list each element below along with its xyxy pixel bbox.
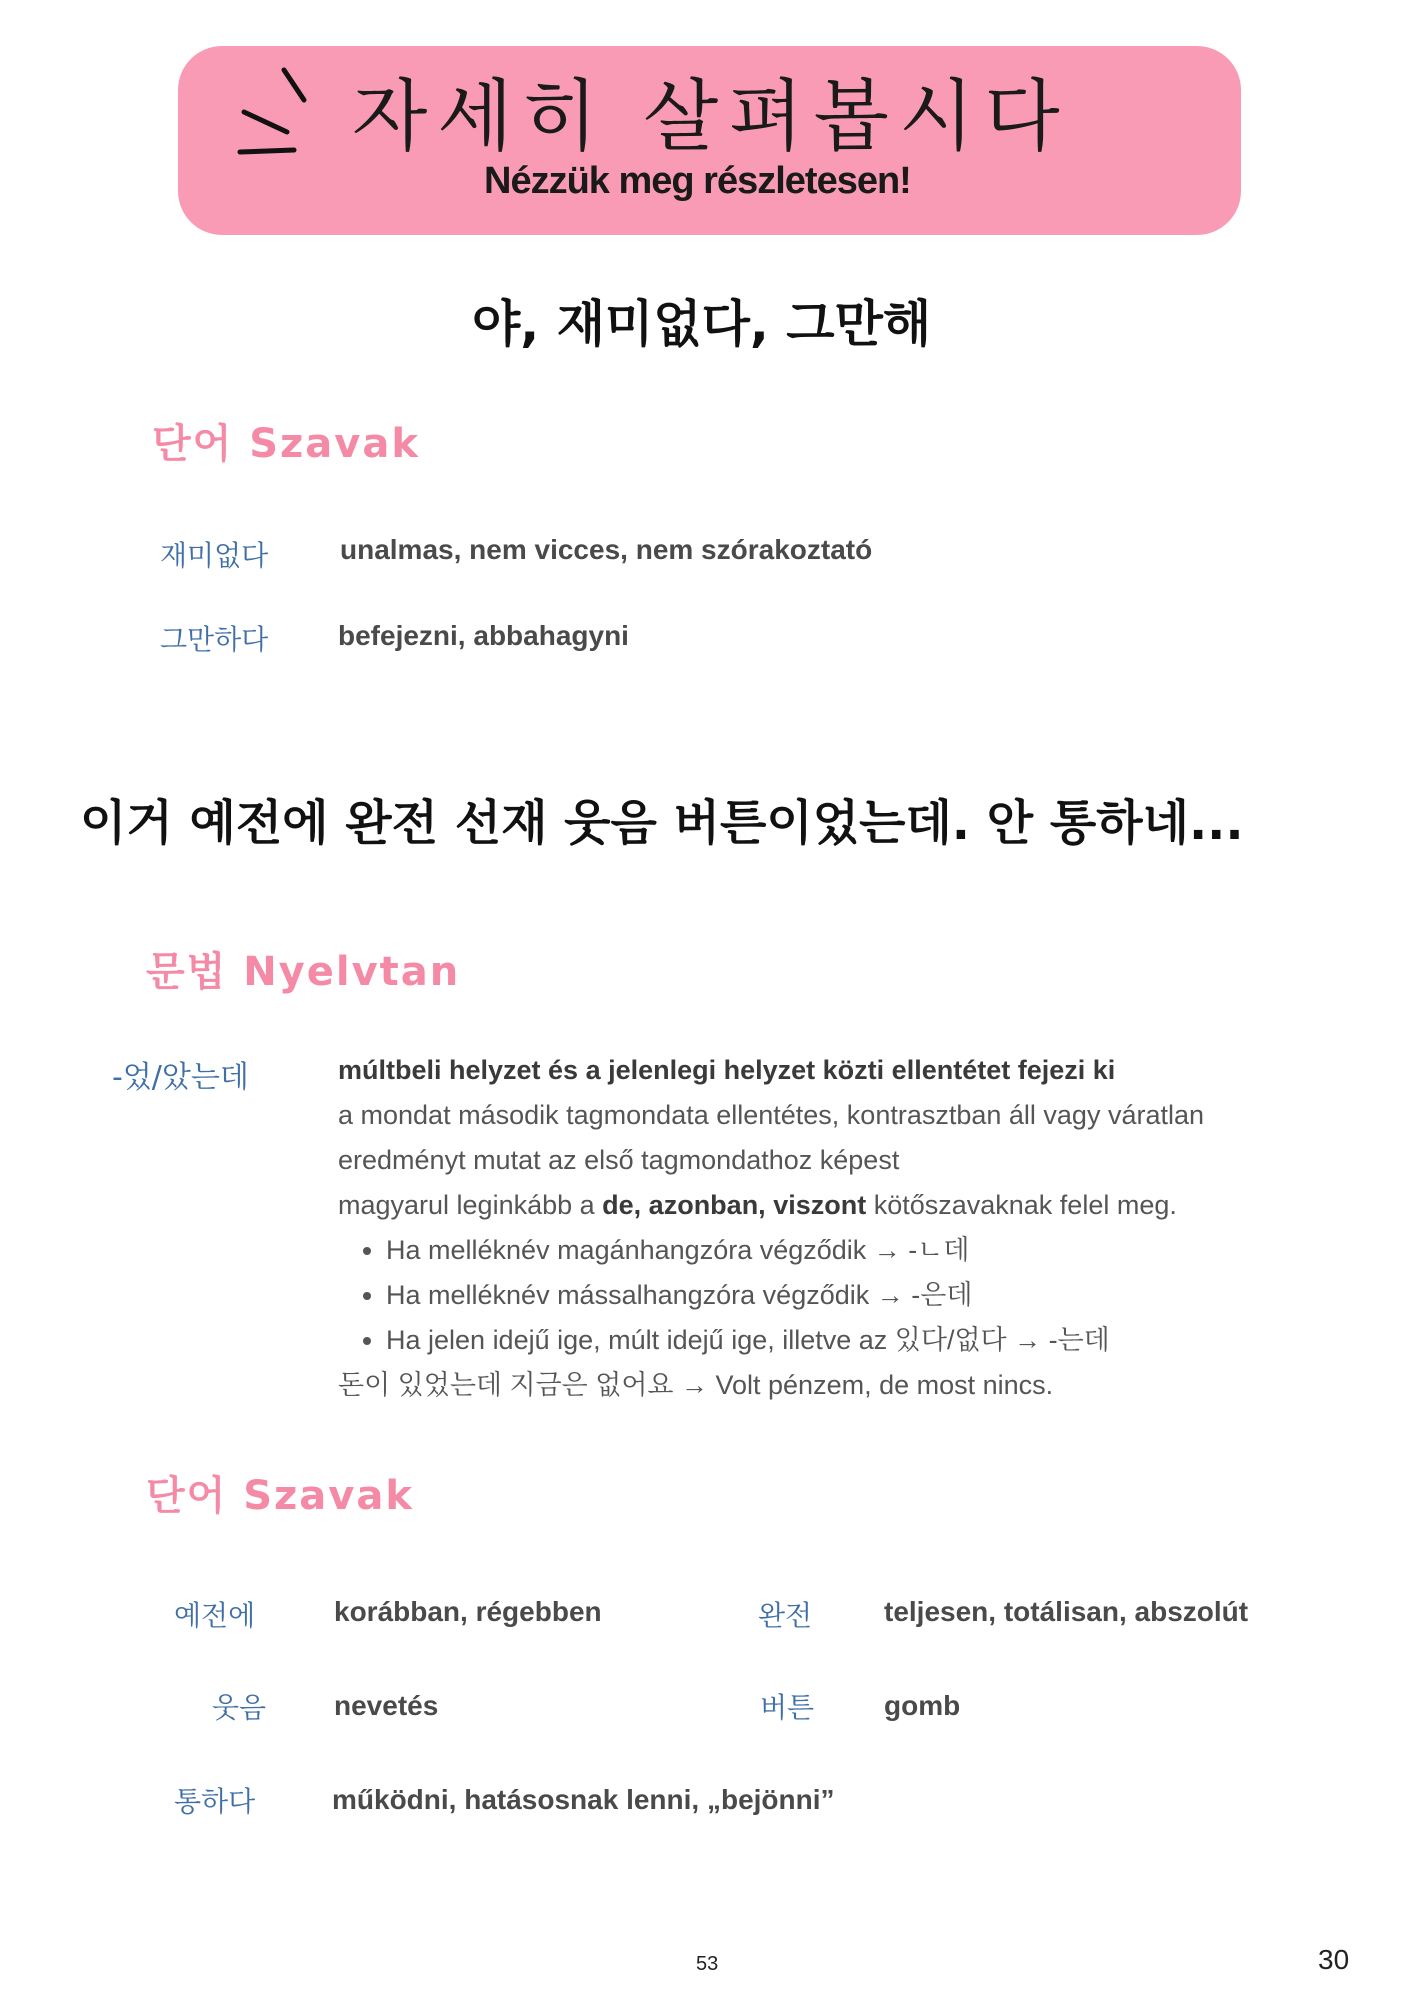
section-title-words-1: 단어 Szavak [152, 421, 420, 467]
grammar-line: magyarul leginkább a de, azonban, viszont kötőszavaknak felel meg. [338, 1190, 1177, 1220]
vocab-meaning: korábban, régebben [334, 1596, 602, 1627]
example-sentence-2: 이거 예전에 완전 선재 웃음 버튼이었는데. 안 통하네... [80, 795, 1244, 851]
vocab-meaning: működni, hatásosnak lenni, „bejönni” [332, 1784, 835, 1815]
page-number-center: 53 [696, 1953, 719, 1975]
banner-subtitle: Nézzük meg részletesen! [484, 160, 911, 202]
vocab-korean: 웃음 [212, 1691, 267, 1724]
vocab-korean: 재미없다 [160, 539, 269, 572]
section-title-grammar: 문법 Nyelvtan [146, 949, 461, 995]
grammar-pattern: -었/았는데 [112, 1060, 249, 1095]
page-number-right: 30 [1318, 1944, 1350, 1975]
grammar-rule: • Ha melléknév magánhangzóra végződik → -ㄴ데 [386, 1228, 1378, 1273]
vocab-meaning: unalmas, nem vicces, nem szórakoztató [340, 534, 873, 565]
vocab-meaning: gomb [884, 1690, 961, 1721]
banner-title: 자세히 살펴봅시다 [352, 72, 1070, 162]
example-sentence-1: 야, 재미없다, 그만해 [472, 295, 932, 353]
grammar-rule: • Ha melléknév mássalhangzóra végződik → -은데 [386, 1273, 1378, 1318]
grammar-explanation [338, 1048, 1378, 1408]
sun-rays-icon [232, 60, 322, 170]
grammar-example: 돈이 있었는데 지금은 없어요 → Volt pénzem, de most nincs. [338, 1370, 1054, 1400]
vocab-meaning: befejezni, abbahagyni [338, 620, 629, 651]
vocab-meaning: nevetés [334, 1690, 439, 1721]
grammar-line: eredményt mutat az első tagmondathoz képest [338, 1145, 900, 1175]
grammar-line: a mondat második tagmondata ellentétes, kontrasztban áll vagy váratlan [338, 1100, 1205, 1130]
vocab-meaning: teljesen, totálisan, abszolút [884, 1596, 1249, 1627]
grammar-heading: múltbeli helyzet és a jelenlegi helyzet közti ellentétet fejezi ki [338, 1055, 1116, 1085]
vocab-korean: 버튼 [760, 1691, 815, 1724]
vocab-korean: 완전 [758, 1599, 813, 1632]
conjunctions: de, azonban, viszont [602, 1190, 867, 1220]
vocab-korean: 통하다 [174, 1785, 256, 1818]
section-title-words-2: 단어 Szavak [146, 1473, 414, 1519]
grammar-rule: • Ha jelen idejű ige, múlt idejű ige, illetve az 있다/없다 → -는데 [386, 1318, 1378, 1363]
vocab-korean: 그만하다 [160, 623, 269, 656]
grammar-rules [338, 1228, 1378, 1363]
vocab-korean: 예전에 [174, 1599, 256, 1632]
